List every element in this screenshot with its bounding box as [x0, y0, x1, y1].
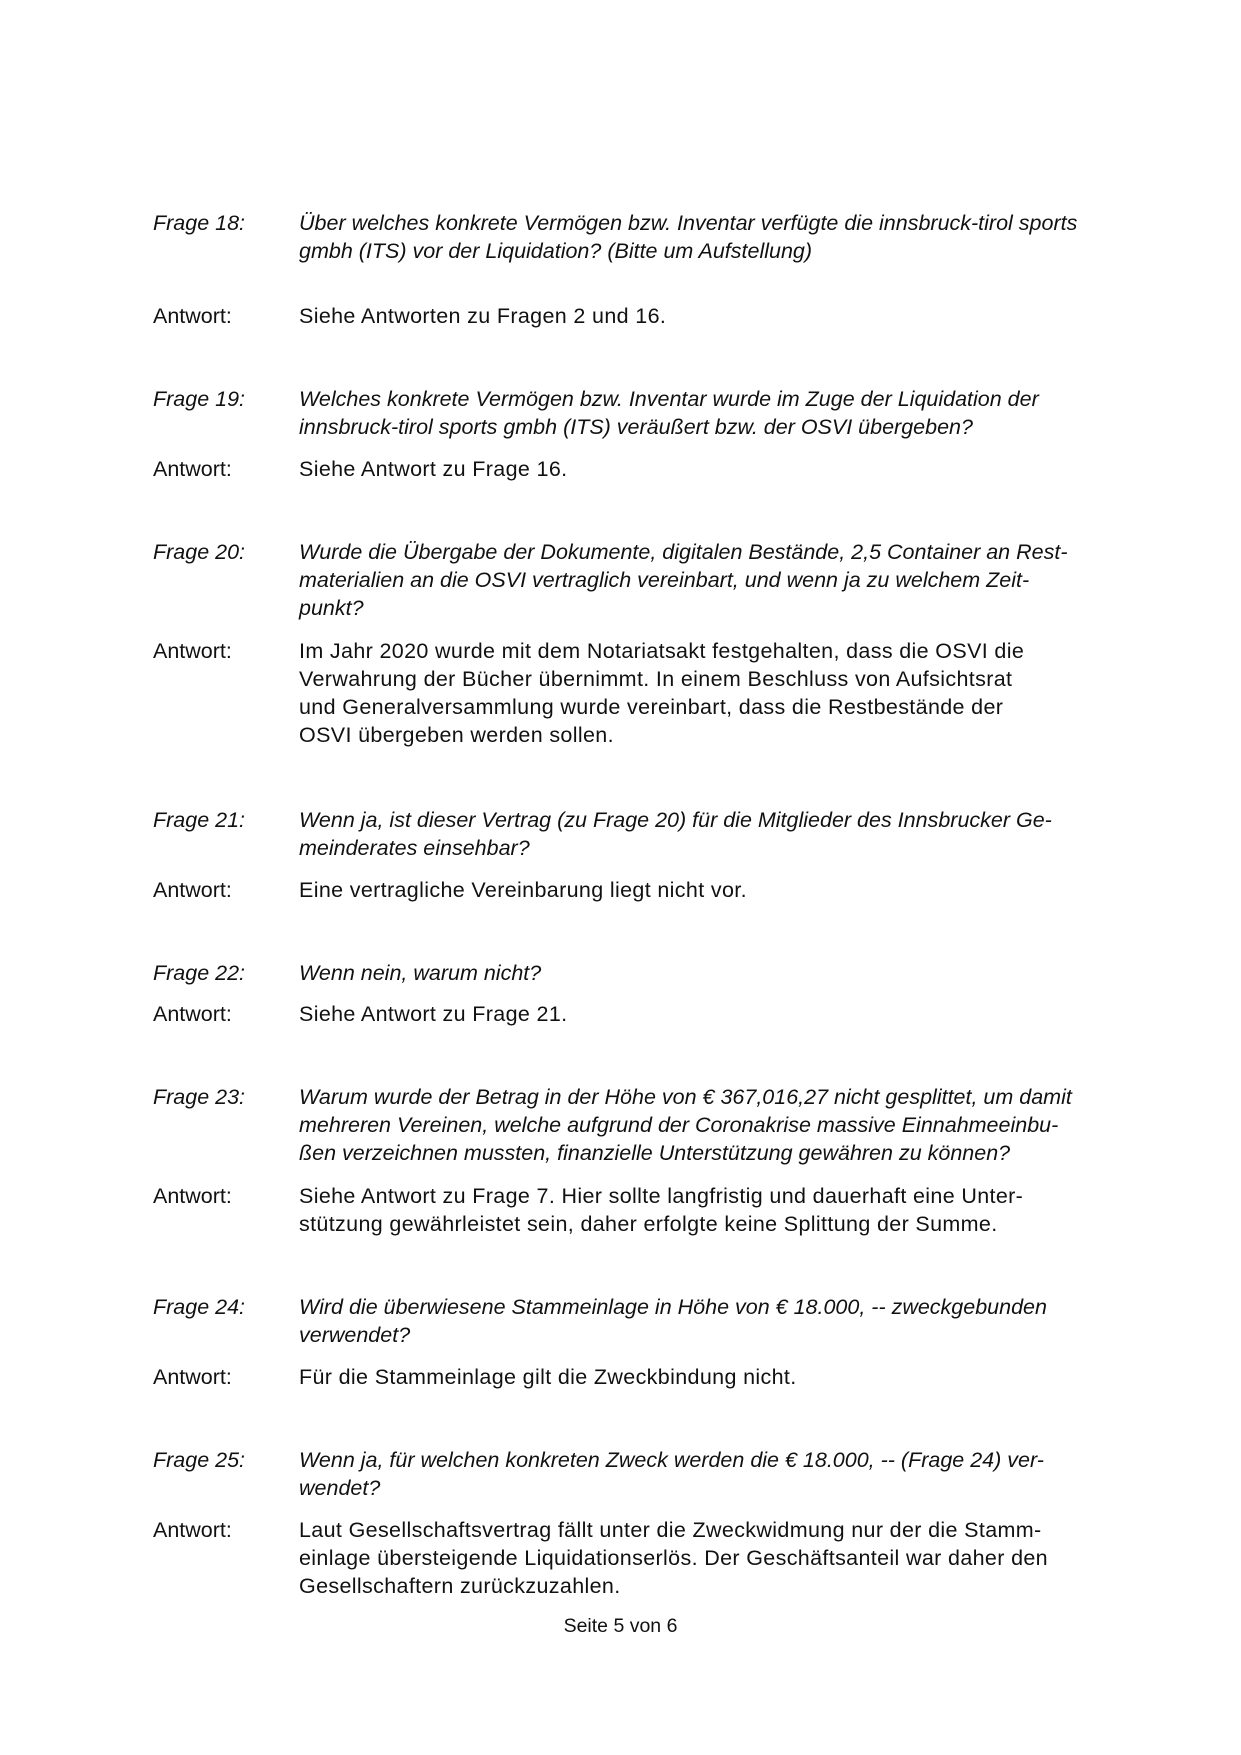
answer-text — [299, 455, 1139, 483]
text-line: innsbruck-tirol sports gmbh (ITS) veräußert bzw. der OSVI übergeben? — [299, 415, 973, 439]
text-line: und Generalversammlung wurde vereinbart, dass die Restbestände der — [299, 695, 1004, 719]
question-text — [299, 209, 1139, 265]
text-line: Verwahrung der Bücher übernimmt. In einem Beschluss von Aufsichtsrat — [299, 667, 1013, 691]
text-line: Welches konkrete Vermögen bzw. Inventar wurde im Zuge der Liquidation der — [299, 387, 1039, 411]
text-line: meinderates einsehbar? — [299, 836, 530, 860]
question-text — [299, 806, 1139, 862]
text-line: verwendet? — [299, 1323, 411, 1347]
text-line: OSVI übergeben werden sollen. — [299, 723, 614, 747]
question-text — [299, 1446, 1139, 1502]
question-text — [299, 959, 1139, 987]
text-line: ßen verzeichnen mussten, finanzielle Unterstützung gewähren zu können? — [299, 1141, 1011, 1165]
question-text — [299, 1293, 1139, 1349]
text-line: Wurde die Übergabe der Dokumente, digitalen Bestände, 2,5 Container an Rest- — [299, 540, 1068, 564]
answer-label: Antwort: — [153, 304, 232, 328]
text-line: Warum wurde der Betrag in der Höhe von € 367,016,27 nicht gesplittet, um damit — [299, 1085, 1072, 1109]
text-line: Gesellschaftern zurückzuzahlen. — [299, 1574, 621, 1598]
answer-label: Antwort: — [153, 1518, 232, 1542]
answer-text — [299, 1000, 1139, 1028]
text-line: wendet? — [299, 1476, 381, 1500]
text-line: Siehe Antwort zu Frage 21. — [299, 1002, 568, 1026]
text-line: Wenn ja, ist dieser Vertrag (zu Frage 20) für die Mitglieder des Innsbrucker Ge- — [299, 808, 1052, 832]
question-label: Frage 21: — [153, 808, 246, 832]
answer-label: Antwort: — [153, 1365, 232, 1389]
text-line: einlage übersteigende Liquidationserlös. Der Geschäftsanteil war daher den — [299, 1546, 1048, 1570]
answer-label: Antwort: — [153, 1002, 232, 1026]
answer-label: Antwort: — [153, 1184, 232, 1208]
question-label: Frage 20: — [153, 540, 246, 564]
text-line: Wenn nein, warum nicht? — [299, 961, 542, 985]
text-line: Wird die überwiesene Stammeinlage in Höhe von € 18.000, -- zweckgebunden — [299, 1295, 1047, 1319]
answer-text — [299, 1182, 1139, 1238]
text-line: gmbh (ITS) vor der Liquidation? (Bitte um Aufstellung) — [299, 239, 813, 263]
question-text — [299, 1083, 1139, 1167]
question-label: Frage 24: — [153, 1295, 246, 1319]
answer-label: Antwort: — [153, 639, 232, 663]
text-line: Laut Gesellschaftsvertrag fällt unter die Zweckwidmung nur der die Stamm- — [299, 1518, 1042, 1542]
text-line: Siehe Antwort zu Frage 7. Hier sollte langfristig und dauerhaft eine Unter- — [299, 1184, 1024, 1208]
text-line: Im Jahr 2020 wurde mit dem Notariatsakt festgehalten, dass die OSVI die — [299, 639, 1025, 663]
text-line: Siehe Antwort zu Frage 16. — [299, 457, 568, 481]
text-line: mehreren Vereinen, welche aufgrund der Coronakrise massive Einnahmeeinbu- — [299, 1113, 1059, 1137]
text-line: stützung gewährleistet sein, daher erfolgte keine Splittung der Summe. — [299, 1212, 998, 1236]
text-line: Siehe Antworten zu Fragen 2 und 16. — [299, 304, 667, 328]
answer-text — [299, 637, 1139, 749]
question-label: Frage 19: — [153, 387, 246, 411]
text-line: Wenn ja, für welchen konkreten Zweck werden die € 18.000, -- (Frage 24) ver- — [299, 1448, 1044, 1472]
question-label: Frage 23: — [153, 1085, 246, 1109]
answer-text — [299, 1516, 1139, 1600]
text-line: Über welches konkrete Vermögen bzw. Inventar verfügte die innsbruck-tirol sports — [299, 211, 1078, 235]
question-text — [299, 385, 1139, 441]
question-label: Frage 22: — [153, 961, 246, 985]
question-label: Frage 25: — [153, 1448, 246, 1472]
text-line: punkt? — [299, 596, 364, 620]
answer-label: Antwort: — [153, 878, 232, 902]
page-number: Seite 5 von 6 — [563, 1615, 678, 1637]
answer-label: Antwort: — [153, 457, 232, 481]
answer-text — [299, 876, 1139, 904]
text-line: Für die Stammeinlage gilt die Zweckbindung nicht. — [299, 1365, 797, 1389]
answer-text — [299, 1363, 1139, 1391]
text-line: materialien an die OSVI vertraglich vereinbart, und wenn ja zu welchem Zeit- — [299, 568, 1030, 592]
answer-text — [299, 302, 1139, 330]
text-line: Eine vertragliche Vereinbarung liegt nicht vor. — [299, 878, 747, 902]
question-label: Frage 18: — [153, 211, 246, 235]
question-text — [299, 538, 1139, 622]
